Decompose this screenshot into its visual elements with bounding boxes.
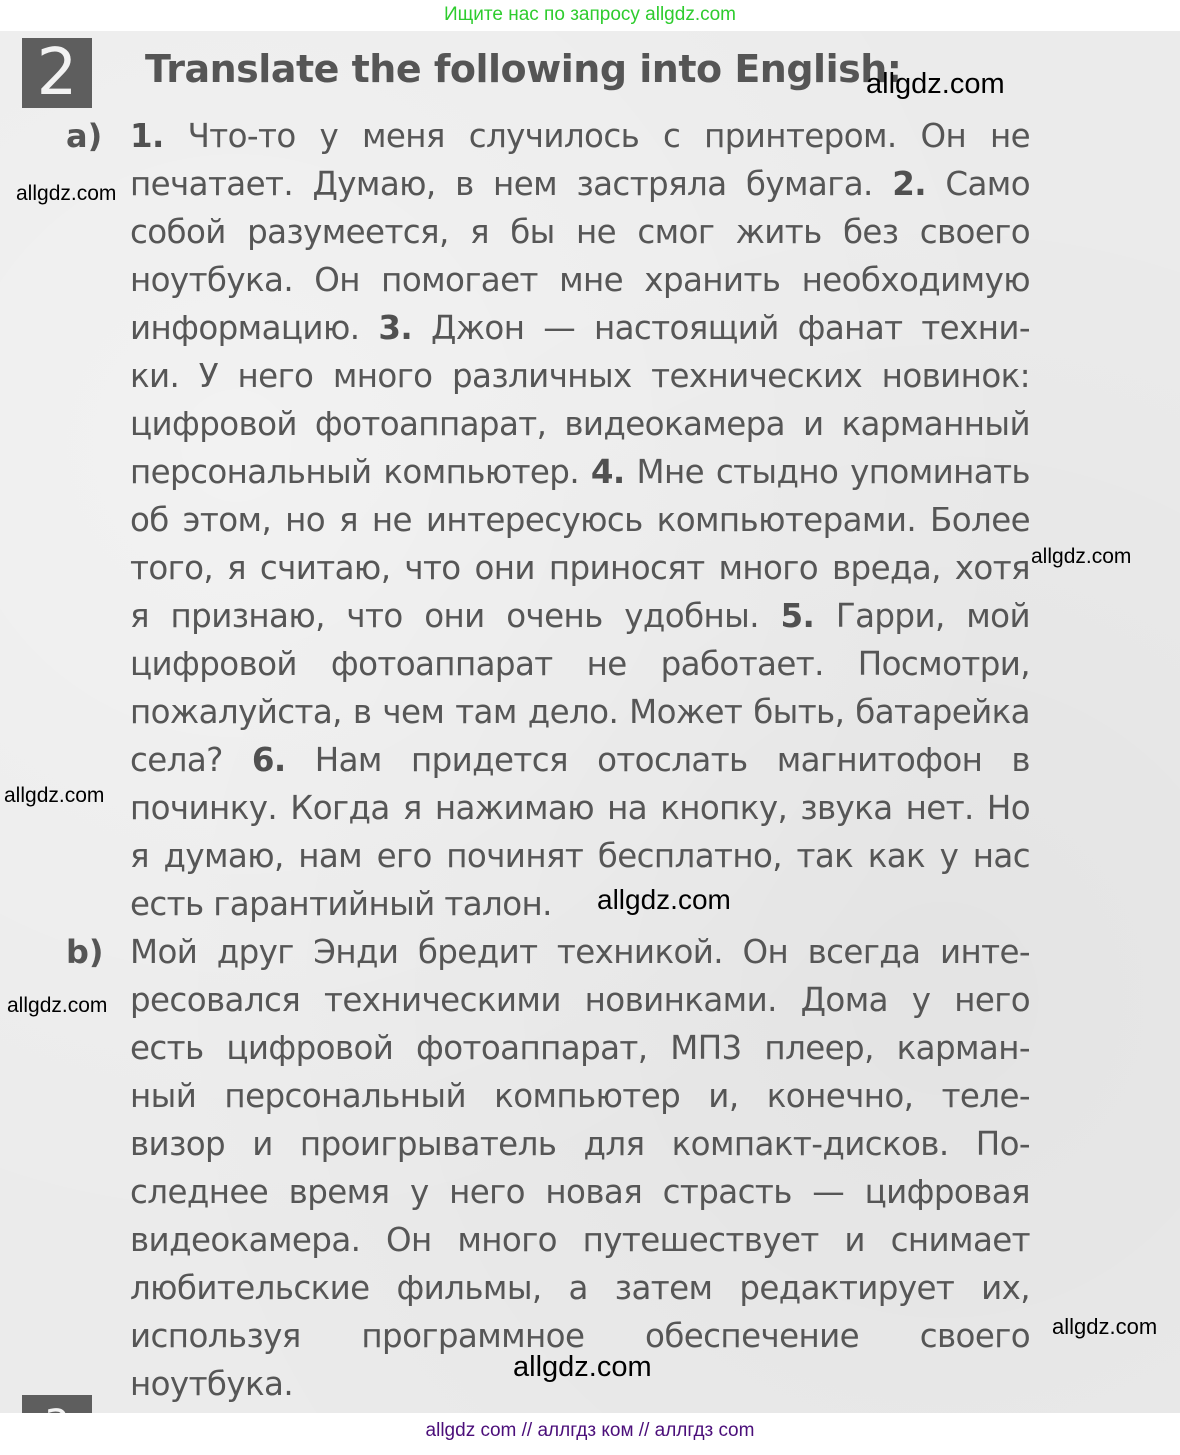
watermark: allgdz.com: [4, 784, 105, 807]
text-line: следнее время у него новая страсть — цифровая: [130, 1173, 1030, 1211]
text-line: персональный компьютер. 4. Мне стыдно упоминать: [130, 453, 1030, 491]
text-line: того, я считаю, что они приносят много вреда, хотя: [130, 549, 1030, 587]
bottom-banner: allgdz com // аллгдз ком // аллгдз com: [0, 1413, 1180, 1449]
item-number: 1.: [130, 117, 164, 155]
watermark: allgdz.com: [513, 1351, 652, 1383]
text-line: собой разумеется, я бы не смог жить без своего: [130, 213, 1030, 251]
exercise-title: Translate the following into English:: [145, 47, 902, 91]
text-line: ноутбука.: [130, 1365, 294, 1403]
text-line: печатает. Думаю, в нем застряла бумага. 2. Само: [130, 165, 1031, 203]
text-line: ки. У него много различных технических новинок:: [130, 357, 1030, 395]
text-line: визор и проигрыватель для компакт-дисков. По-: [130, 1125, 1030, 1163]
textbook-page: [0, 31, 1180, 1413]
top-banner: Ищите нас по запросу allgdz.com: [0, 0, 1180, 31]
text-line: ный персональный компьютер и, конечно, теле-: [130, 1077, 1030, 1115]
text-line: починку. Когда я нажимаю на кнопку, звука нет. Но: [130, 789, 1030, 827]
item-number: 4.: [590, 453, 625, 491]
item-number: 6.: [251, 741, 286, 779]
item-number: 2.: [892, 165, 926, 203]
text-line: цифровой фотоаппарат, видеокамера и карманный: [130, 405, 1030, 443]
text-line: я думаю, нам его починят бесплатно, так как у нас: [130, 837, 1030, 875]
text-line: есть цифровой фотоаппарат, МП3 плеер, карман-: [130, 1029, 1030, 1067]
item-number: 5.: [780, 597, 815, 635]
watermark: allgdz.com: [1031, 545, 1132, 568]
text-line: я признаю, что они очень удобны. 5. Гарри, мой: [130, 597, 1030, 635]
text-line: Мой друг Энди бредит техникой. Он всегда инте-: [130, 933, 1030, 971]
exercise-number-badge: 2: [22, 38, 92, 108]
text-line: есть гарантийный талон.: [130, 885, 552, 923]
watermark: allgdz.com: [597, 884, 731, 915]
text-line: ресовался техническими новинками. Дома у него: [130, 981, 1030, 1019]
text-line: любительские фильмы, а затем редактирует их,: [130, 1269, 1030, 1307]
text-line: пожалуйста, в чем там дело. Может быть, батарейка: [130, 693, 1030, 731]
text-line: информацию. 3. Джон — настоящий фанат техни-: [130, 309, 1030, 347]
watermark: allgdz.com: [16, 182, 117, 205]
part-b-label: b): [66, 933, 104, 971]
text-line: 1. Что-то у меня случилось с принтером. Он не: [130, 117, 1030, 155]
text-line: ноутбука. Он помогает мне хранить необходимую: [130, 261, 1030, 299]
watermark: allgdz.com: [1052, 1314, 1158, 1339]
text-line: видеокамера. Он много путешествует и снимает: [130, 1221, 1030, 1259]
text-line: используя программное обеспечение своего: [130, 1317, 1030, 1355]
watermark: allgdz.com: [7, 994, 108, 1017]
text-line: цифровой фотоаппарат не работает. Посмотри,: [130, 645, 1030, 683]
text-line: об этом, но я не интересуюсь компьютерами. Более: [130, 501, 1030, 539]
part-a-label: a): [66, 117, 103, 155]
watermark: allgdz.com: [866, 68, 1005, 100]
text-line: села? 6. Нам придется отослать магнитофон в: [130, 741, 1030, 779]
item-number: 3.: [378, 309, 413, 347]
